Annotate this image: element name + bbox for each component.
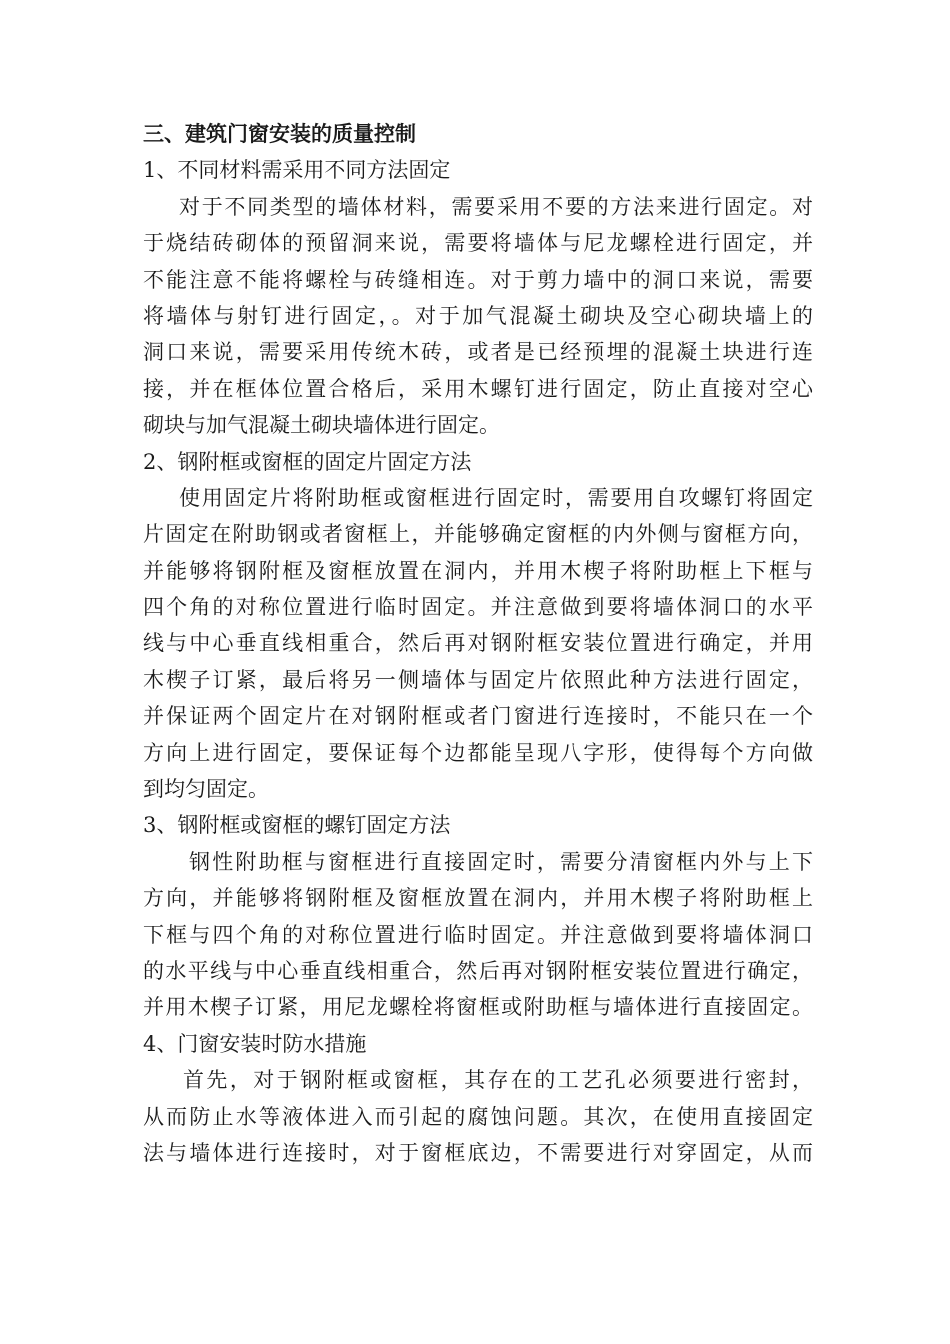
paragraph-line: 对于不同类型的墙体材料，需要采用不要的方法来进行固定。对 — [179, 194, 813, 219]
paragraph-line: 的水平线与中心垂直线相重合，然后再对钢附框安装位置进行确定， — [143, 958, 813, 983]
paragraph-line: 方向上进行固定，要保证每个边都能呈现八字形，使得每个方向做 — [143, 740, 813, 765]
paragraph-3 — [143, 844, 813, 1026]
paragraph-line: 法与墙体进行连接时，对于窗框底边，不需要进行对穿固定，从而 — [143, 1140, 813, 1165]
paragraph-2 — [143, 480, 813, 808]
paragraph-line: 首先，对于钢附框或窗框，其存在的工艺孔必须要进行密封， — [183, 1068, 813, 1093]
paragraph-line: 方向，并能够将钢附框及窗框放置在洞内，并用木楔子将附助框上 — [143, 886, 813, 911]
document-body — [143, 116, 813, 1171]
subsection-title-3: 3、钢附框或窗框的螺钉固定方法 — [143, 813, 451, 838]
paragraph-line: 接，并在框体位置合格后，采用木螺钉进行固定，防止直接对空心 — [143, 376, 813, 401]
paragraph-line: 不能注意不能将螺栓与砖缝相连。对于剪力墙中的洞口来说，需要 — [143, 267, 813, 292]
paragraph-line: 并用木楔子订紧，用尼龙螺栓将窗框或附助框与墙体进行直接固定。 — [143, 995, 813, 1020]
subsection-title-1: 1、不同材料需采用不同方法固定 — [143, 158, 451, 183]
paragraph-line: 从而防止水等液体进入而引起的腐蚀问题。其次，在使用直接固定 — [143, 1104, 813, 1129]
paragraph-line: 片固定在附助钢或者窗框上，并能够确定窗框的内外侧与窗框方向， — [143, 522, 813, 547]
paragraph-line: 并保证两个固定片在对钢附框或者门窗进行连接时，不能只在一个 — [143, 704, 813, 729]
paragraph-line: 洞口来说，需要采用传统木砖，或者是已经预埋的混凝土块进行连 — [143, 340, 813, 365]
paragraph-line: 并能够将钢附框及窗框放置在洞内，并用木楔子将附助框上下框与 — [143, 558, 813, 583]
paragraph-line: 下框与四个角的对称位置进行临时固定。并注意做到要将墙体洞口 — [143, 922, 813, 947]
section-heading: 三、建筑门窗安装的质量控制 — [143, 122, 416, 146]
paragraph-line: 将墙体与射钉进行固定，。对于加气混凝土砌块及空心砌块墙上的 — [143, 303, 813, 328]
paragraph-line: 四个角的对称位置进行临时固定。并注意做到要将墙体洞口的水平 — [143, 595, 813, 620]
paragraph-line: 到均匀固定。 — [143, 777, 269, 802]
paragraph-4 — [143, 1062, 813, 1171]
paragraph-1 — [143, 189, 813, 444]
paragraph-line: 砌块与加气混凝土砌块墙体进行固定。 — [143, 413, 500, 438]
paragraph-line: 使用固定片将附助框或窗框进行固定时，需要用自攻螺钉将固定 — [179, 485, 813, 510]
subsection-title-2: 2、钢附框或窗框的固定片固定方法 — [143, 449, 472, 474]
paragraph-line: 钢性附助框与窗框进行直接固定时，需要分清窗框内外与上下 — [189, 849, 813, 874]
paragraph-line: 木楔子订紧，最后将另一侧墙体与固定片依照此种方法进行固定， — [143, 667, 813, 692]
paragraph-line: 于烧结砖砌体的预留洞来说，需要将墙体与尼龙螺栓进行固定，并 — [143, 231, 813, 256]
paragraph-line: 线与中心垂直线相重合，然后再对钢附框安装位置进行确定，并用 — [143, 631, 813, 656]
subsection-title-4: 4、门窗安装时防水措施 — [143, 1031, 367, 1056]
